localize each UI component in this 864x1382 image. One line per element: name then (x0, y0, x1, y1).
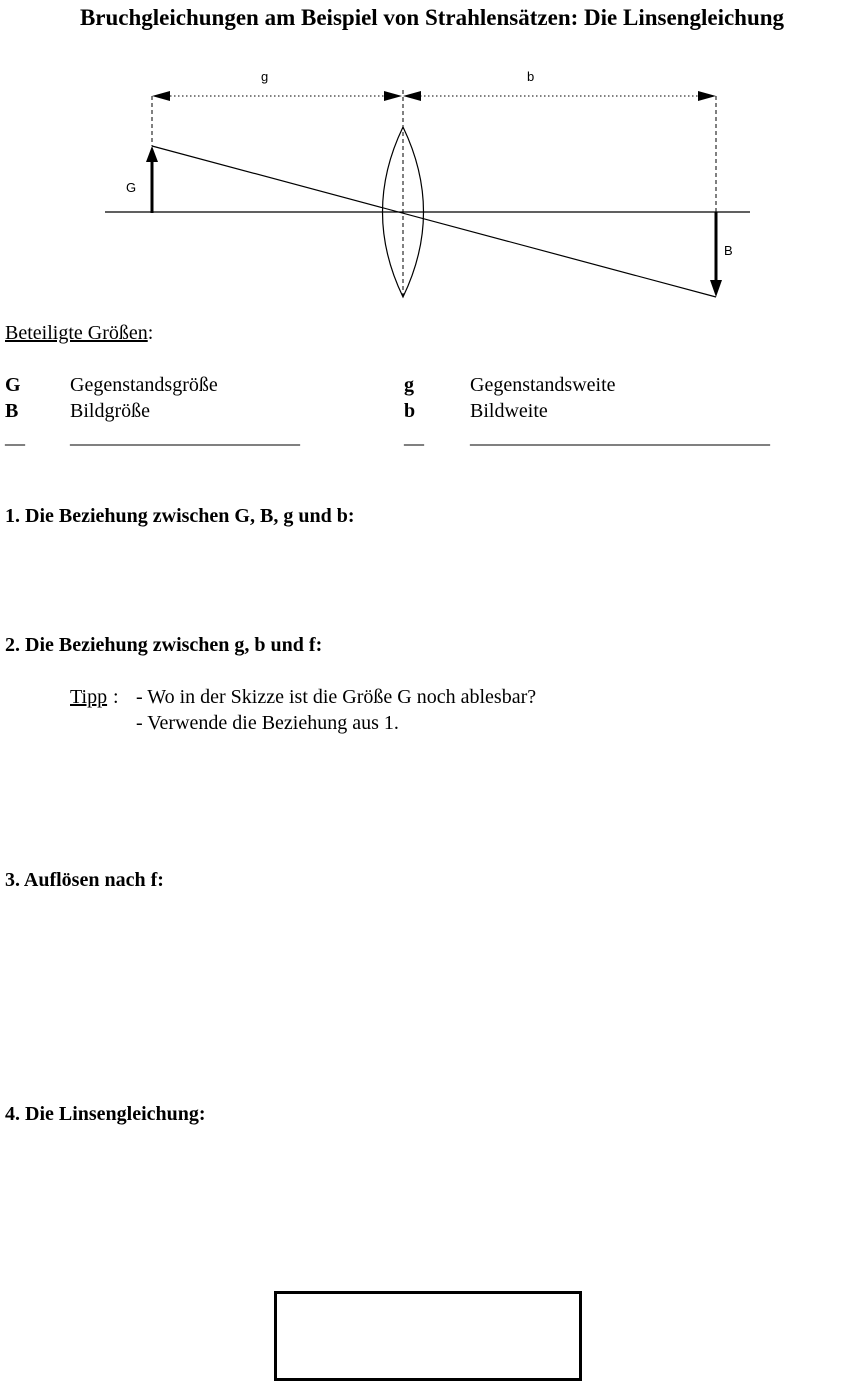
quantities-heading-colon: : (147, 322, 154, 344)
quantities-heading (5, 322, 153, 345)
quantity-desc-g: Gegenstandsweite (470, 374, 616, 396)
task-4-heading: 4. Die Linsengleichung: (5, 1103, 206, 1125)
quantity-blank-symbol-right: __ (404, 426, 424, 448)
quantity-blank-desc-right: ______________________________ (470, 426, 770, 448)
task-1-heading: 1. Die Beziehung zwischen G, B, g und b: (5, 505, 355, 527)
quantity-symbol-g: g (404, 374, 414, 396)
g-distance-label: g (261, 69, 269, 84)
central-ray (152, 146, 716, 297)
image-arrow-head (710, 280, 722, 297)
image-label: B (724, 243, 733, 258)
quantities-heading-text: Beteiligte Größen (5, 322, 148, 344)
task-2-heading: 2. Die Beziehung zwischen g, b und f: (5, 634, 323, 656)
tip-label: Tipp (70, 686, 108, 708)
quantity-desc-b: Bildweite (470, 400, 548, 422)
page-title: Bruchgleichungen am Beispiel von Strahlensätzen: Die Linsengleichung (79, 5, 785, 30)
lens-diagram (0, 60, 864, 310)
g-arrow-right (384, 91, 402, 101)
quantity-blank-desc-left: _______________________ (70, 426, 300, 448)
quantity-symbol-B: B (5, 400, 19, 422)
b-arrow-left (403, 91, 421, 101)
quantity-symbol-G: G (5, 374, 21, 396)
tip-colon: : (113, 686, 119, 708)
tip-line-1: - Wo in der Skizze ist die Größe G noch ablesbar? (136, 686, 537, 708)
tip-line-2: - Verwende die Beziehung aus 1. (136, 712, 399, 734)
answer-box[interactable] (274, 1291, 582, 1381)
object-arrow-head (146, 146, 158, 162)
object-label: G (126, 180, 137, 195)
b-arrow-right (698, 91, 716, 101)
task-3-heading: 3. Auflösen nach f: (5, 869, 164, 891)
quantity-blank-symbol-left: __ (5, 426, 25, 448)
quantity-symbol-b: b (404, 400, 416, 422)
quantity-desc-G: Gegenstandsgröße (70, 374, 218, 396)
g-arrow-left (152, 91, 170, 101)
b-distance-label: b (527, 69, 535, 84)
quantity-desc-B: Bildgröße (70, 400, 150, 422)
